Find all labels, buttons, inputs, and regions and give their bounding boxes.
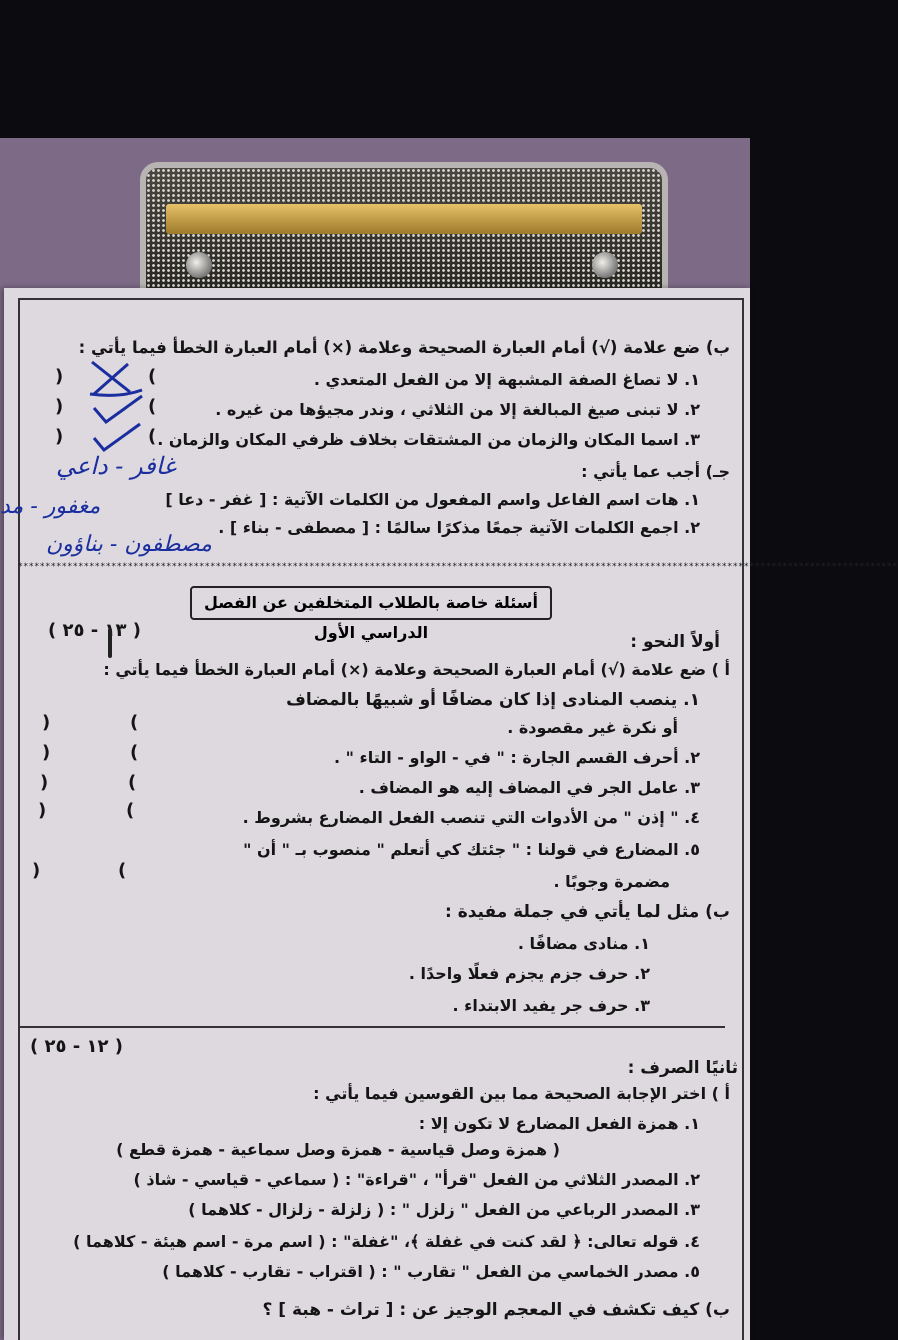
statement-item: ٥. المضارع في قولنا : " جئتك كي أتعلم " منصوب بـ " أن " (243, 840, 700, 859)
statement-item: ٢. أحرف القسم الجارة : " في - الواو - التاء " . (333, 748, 700, 767)
choice-item: ٤. قوله تعالى: ﴿ لقد كنت في غفلة ﴾، "غفلة" : ( اسم مرة - اسم هيئة - كلاهما ) (73, 1232, 700, 1251)
paren-open: ) (55, 396, 64, 417)
handwritten-answer: غافر - داعي (56, 452, 176, 480)
paren-open: ) (55, 366, 64, 387)
part-title: ثانيًا الصرف : (627, 1058, 738, 1078)
statement-item: ٢. لا تبنى صيغ المبالغة إلا من الثلاثي ، وندر مجيؤها من غيره . (215, 400, 700, 419)
statement-item: أو نكرة غير مقصودة . (507, 718, 678, 737)
paren-close: ( (130, 712, 139, 733)
statement-item: مضمرة وجوبًا . (553, 872, 670, 891)
handwritten-answer: مغفور - مد (0, 494, 101, 519)
part-title: أولاً النحو : (630, 632, 720, 652)
title-box (108, 628, 112, 658)
section-c-heading: جـ) أجب عما يأتي : (581, 462, 730, 481)
paren-close: ( (128, 772, 137, 793)
paren-close: ( (118, 860, 127, 881)
clip-rivet (186, 252, 212, 278)
divider-stars: **************************************************************************************************************************************************************** (18, 562, 898, 572)
paren-open: ) (40, 772, 49, 793)
paren-open: ) (32, 860, 41, 881)
paren-close: ( (148, 426, 157, 447)
paren-close: ( (130, 742, 139, 763)
part-b-heading: ب) مثل لما يأتي في جملة مفيدة : (444, 902, 730, 922)
part-a-heading: أ ) ضع علامة (√) أمام العبارة الصحيحة وعلامة (×) أمام العبارة الخطأ فيما يأتي : (103, 660, 730, 679)
check-mark-icon (88, 420, 148, 454)
paren-open: ) (38, 800, 47, 821)
paren-open: ) (42, 712, 51, 733)
section-divider (20, 1026, 725, 1028)
example-item: ٣. حرف جر يفيد الابتداء . (452, 996, 650, 1015)
choice-options: ( همزة وصل قياسية - همزة وصل سماعية - همزة قطع ) (116, 1140, 560, 1159)
choice-item: ٢. المصدر الثلاثي من الفعل "قرأ" ، "قراءة" : ( سماعي - قياسي - شاذ ) (133, 1170, 700, 1189)
question-item: ٢. اجمع الكلمات الآتية جمعًا مذكرًا سالمًا : [ مصطفى - بناء ] . (218, 518, 700, 537)
statement-item: ٣. اسما المكان والزمان من المشتقات بخلاف ظرفي المكان والزمان . (157, 430, 700, 449)
statement-item: ١. لا تصاغ الصفة المشبهة إلا من الفعل المتعدي . (313, 370, 700, 389)
clip-rivet (592, 252, 618, 278)
example-item: ١. منادى مضافًا . (517, 934, 650, 953)
special-section-title: أسئلة خاصة بالطلاب المتخلفين عن الفصل الدراسي الأول (190, 586, 552, 620)
score-range: ( ١٢ - ٢٥ ) (30, 1036, 123, 1057)
choice-item: ٣. المصدر الرباعي من الفعل " زلزل " : ( زلزلة - زلزال - كلاهما ) (188, 1200, 700, 1219)
choice-item: ١. همزة الفعل المضارع لا تكون إلا : (418, 1114, 700, 1133)
paren-close: ( (148, 366, 157, 387)
choice-item: ٥. مصدر الخماسي من الفعل " تقارب " : ( اقتراب - تقارب - كلاهما ) (162, 1262, 700, 1281)
paren-open: ) (42, 742, 51, 763)
section-b-heading: ب) ضع علامة (√) أمام العبارة الصحيحة وعلامة (×) أمام العبارة الخطأ فيما يأتي : (78, 338, 730, 357)
statement-item: ٣. عامل الجر في المضاف إليه هو المضاف . (358, 778, 700, 797)
statement-item: ٤. " إذن " من الأدوات التي تنصب الفعل المضارع بشروط . (242, 808, 700, 827)
part-b-heading: ب) كيف تكشف في المعجم الوجيز عن : [ تراث - هبة ] ؟ (262, 1300, 730, 1320)
paren-close: ( (148, 396, 157, 417)
score-range: ( ١٣ - ٢٥ ) (48, 620, 141, 641)
question-item: ١. هات اسم الفاعل واسم المفعول من الكلمات الآتية : [ غفر - دعا ] (165, 490, 700, 509)
paren-close: ( (126, 800, 135, 821)
clip-bar (166, 204, 642, 234)
handwritten-answer: مصطفون - بناؤون (46, 532, 212, 557)
statement-item: ١. ينصب المنادى إذا كان مضافًا أو شبيهًا بالمضاف (286, 690, 700, 710)
part-a-heading: أ ) اختر الإجابة الصحيحة مما بين القوسين فيما يأتي : (313, 1084, 730, 1103)
example-item: ٢. حرف جزم يجزم فعلًا واحدًا . (408, 964, 650, 983)
paren-open: ) (55, 426, 64, 447)
